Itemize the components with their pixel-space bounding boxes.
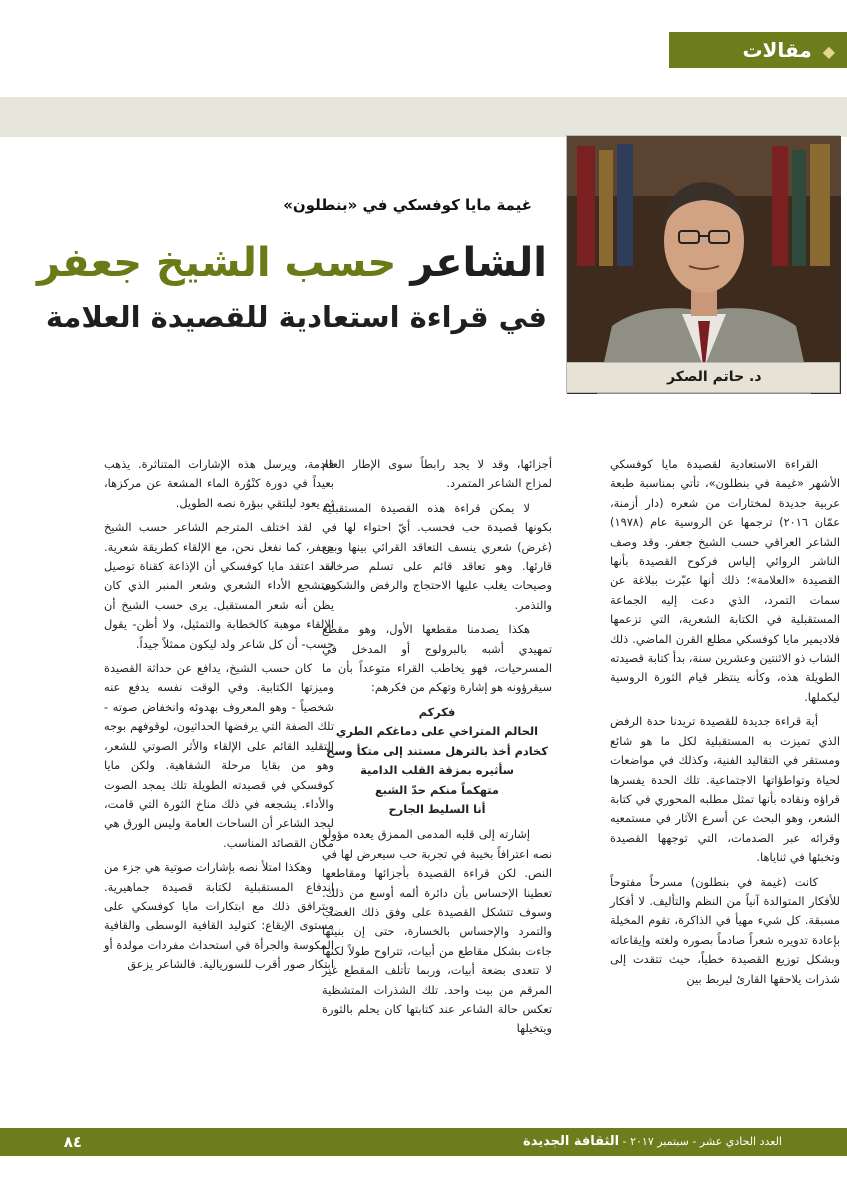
text-column-3 [104, 455, 334, 1025]
paragraph: قادمة، ويرسل هذه الإشارات المتناثرة. يذهب بعيداً في دورة كنْوُرة الماء المشعة عن مركزها، ثم يعود ليلتقي ببؤرة نصه الطويل. [104, 457, 334, 510]
paragraph: أجزائها، وقد لا يجد رابطاً سوى الإطار العام لمزاج الشاعر المتمرد. [322, 457, 552, 491]
page-number: ٨٤ [63, 1133, 82, 1151]
poem-line: الحالم المتراخي على دماغكم الطري [335, 724, 539, 739]
title-name: حسب الشيخ جعفر [36, 240, 397, 286]
paragraph: القراءة الاستعادية لقصيدة مايا كوفسكي الأشهر «غيمة في بنطلون»، تأتي بمناسبة طبعة عربية جديدة لمختارات من شعره (دار أزمنة، عمّان ٢٠١٦) ترجمها عن الروسية عام (١٩٧٨) الشاعر العراقي حسب الشيخ جعفر. وقد وصف الناشر الروائي إلياس فركوح القصيدة بأنها القصيدة «العلامة»؛ ذلك أنها عبّرت ببلاغة عن سمات التمرد، الذي دعت إليه الجماعة المستقبلية في الكتابة الشعرية، التي تزعمها فلاديمير مايا كوفسكي مطلع القرن الماضي. ذلك الشاب ذو الاثنتين وعشرين سنة، بدأ كتابة قصيدته الطويلة هذه، وكأنه ينتظر قيام الثورة الروسية ليكملها. [609, 457, 840, 704]
paragraph: إشارته إلى قلبه المدمى الممزق يعده مؤولو نصه اعترافاً بخيبة في تجربة حب سيعرض لها في النص. لكن قراءة القصيدة بأجزائها ومقاطعها تعطينا الإحساس بأن دائرة ألمه أوسع من ذلك. وسوف تتشكل القصيدة على وفق ذلك الغضب والتمرد والإحساس بالخسارة، حتى إن بنيتها جاءت بشكل مقاطع من أبيات، تتراوح طولاً لكنها لا تتعدى بضعة أبيات، وربما تأتلف المقطع غير المرقم من بيت واحد. تلك الشذرات المتشظية تعكس حالة الشاعر عند كتابتها كان يحلم بالثورة ويتخيلها [322, 827, 552, 1036]
section-ornament-icon: ◆ [822, 42, 835, 61]
paragraph: كانت (غيمة في بنطلون) مسرحاً مفتوحاً للأفكار المتوالدة آنياً من النظم والتأليف. لا أفكار مسبقة. كل شيء مهيأ في الذاكرة، تقوم المخيلة بإعادة تدويره شعراً صادماً بصوره ولغته وإيقاعاته وبشكل توزيع القصيدة خطياً، حيث تتقدت إلى شذرات يلاحقها القارئ ليربط بين [610, 874, 840, 986]
issue-label: العدد الحادي عشر - سبتمبر ٢٠١٧ - [622, 1135, 782, 1148]
poem-line: كخادم أخذ بالترهل مستند إلى متكأ وسخ [326, 743, 548, 758]
article-title [37, 240, 547, 286]
footer-issue [523, 1128, 782, 1156]
author-photo [566, 135, 840, 393]
paragraph: لقد اختلف المترجم الشاعر حسب الشيخ جعفر، كما نفعل نحن، مع الإلقاء كطريقة شعرية. لقد اعتقد مايا كوفسكي أن الإذاعة كقناة توصيل ستشجع الأداء الشعري وشعر المنبر الذي كان يظن أنه شعر المستقبل. يرى حسب الشيخ أن الإلقاء موهبة كالخطابة والتمثيل، ولا أظن- يقول حسب- أن كل شاعر ولد ليكون ممثلاً جيداً. [104, 520, 334, 651]
text-column-2 [322, 455, 552, 1036]
poem-line: فكركم [418, 704, 456, 719]
article-kicker: غيمة مايا كوفسكي في «بنطلون» [283, 196, 532, 214]
title-prefix: الشاعر [410, 240, 547, 286]
paragraph: هكذا يصدمنا مقطعها الأول، وهو مقطع تمهيدي أشبه بالبرولوج أو المدخل في المسرحيات، فهو يخاطب القراء متوعداً بأن ما سيقرؤونه هو إشارة وتهكم من فكرهم: [322, 622, 552, 695]
poem-excerpt [322, 703, 552, 819]
magazine-name: الثقافة الجديدة [523, 1134, 620, 1149]
paragraph: كان حسب الشيخ، يدافع عن حداثة القصيدة وميزتها الكتابية. وفي الوقت نفسه يدفع عنه شخصياً - وهو المعروف بهدوئه وانخفاض صوته - تلك الصفة التي يرفضها الحداثيون، لوقوفهم بوجه التقليد القائم على الإلقاء والأثر الصوتي للشعر، وهو من بقايا مرحلة الشفاهية. ولكن مايا كوفسكي في قصيدته الطويلة تلك يمجد الصوت والأداء. يشجعه في ذلك مناخ الثورة التي قامت، ليجد الشاعر أن الساحات العامة وليس الورق هي مكان القصائد المناسب. [104, 661, 334, 850]
poem-line: سأثيره بمزقة القلب الدامية [360, 763, 514, 778]
paragraph: وهكذا امتلأ نصه بإشارات صوتية هي جزء من اندفاع المستقبلية لكتابة قصيدة جماهيرية. ويترافق ذلك مع ابتكارات مايا كوفسكي على مستوى الإيقاع: كتوليد القافية الوسطى والقافية المكوسة والجرأة في استحداث مفردات مولدة أو ابتكار صور أقرب للسوريالية. فالشاعر يزعق [104, 860, 334, 972]
section-tab [669, 32, 847, 68]
article-subtitle: في قراءة استعادية للقصيدة العلامة [45, 300, 547, 334]
poem-line: متهكماً منكم حدّ الشبع [375, 782, 499, 797]
section-label: مقالات [742, 38, 812, 62]
header-band [0, 97, 847, 137]
paragraph: أية قراءة جديدة للقصيدة تريدنا حدة الرفض الذي تميزت به المستقبلية لكل ما هو شائع ومستقر في التقاليد الفنية، وكذلك في مواضعات لحياة وتواطؤاتها الاجتماعية. تلك الحدة يفسرها قراؤه ونقاده بأنها تمثل مطلبه المحوري في كتابة الشعر، وهو البحث عن أسرع الآثار في مستمعيه وقرائه عبر الصدمات، التي توجهها القصيدة وتخبئها في ثناياها. [610, 714, 840, 865]
author-name: د. حاتم الصكر [566, 362, 840, 393]
text-column-1 [610, 455, 840, 1025]
paragraph: لا يمكن قراءة هذه القصيدة المستقبلية بكونها قصيدة حب فحسب. أيّ احتواء لها في (غرض) شعري ينسف التعاقد القرائي بينها وبين قارئها. وهو تعاقد قائم على تسلم صرخات وصيحات يغلب عليها الاحتجاج والرفض والشكوى والتذمر. [322, 500, 552, 612]
poem-line: أنا السليط الجارح [388, 801, 486, 816]
